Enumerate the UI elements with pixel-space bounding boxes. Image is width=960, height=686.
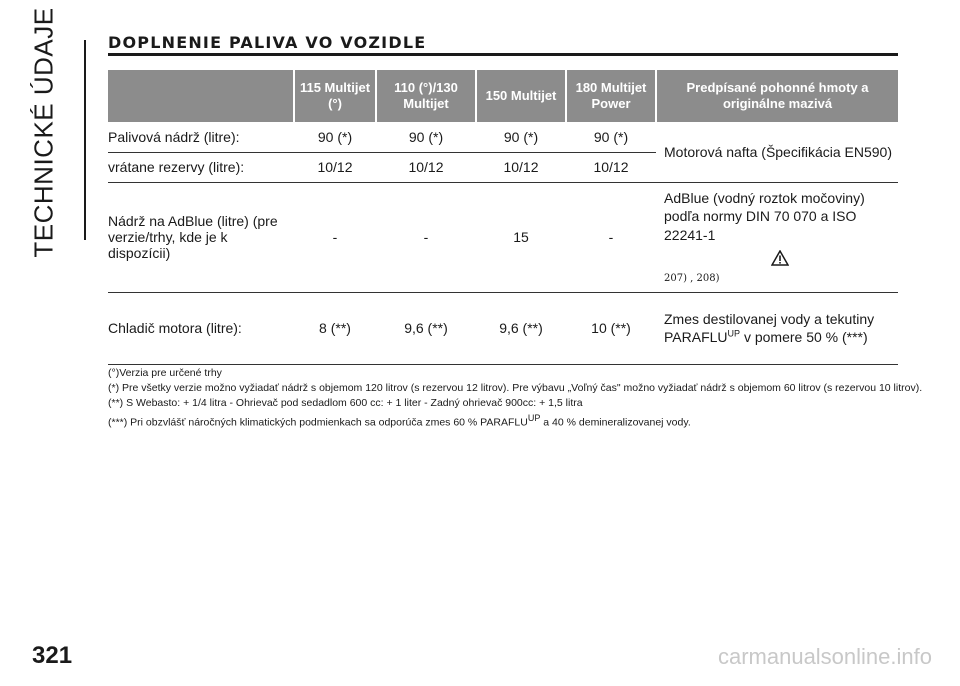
spec-adblue-refs: 207) , 208) <box>664 272 720 284</box>
cell-value: 10 (**) <box>591 320 631 336</box>
section-title-rule <box>84 40 86 240</box>
watermark: carmanualsonline.info <box>717 644 932 669</box>
row-label: Chladič motora (litre): <box>108 320 242 336</box>
section-title-vertical <box>18 6 70 258</box>
table-row <box>108 122 898 152</box>
cell-value: 10/12 <box>317 159 353 175</box>
footnote-webasto: (**) S Webasto: + 1/4 litra - Ohrievač pod sedadlom 600 cc: + 1 liter - Zadný ohrievač 900cc: + 1,5 litra <box>108 397 583 410</box>
cell-value: 90 (*) <box>503 128 539 145</box>
cell-value: - <box>608 229 614 245</box>
header-150-multijet: 150 Multijet <box>476 70 566 122</box>
cell-value: 9,6 (**) <box>499 320 543 336</box>
cell-value: 90 (*) <box>593 128 629 145</box>
cell-value: 10/12 <box>408 159 444 175</box>
footnote-climate-pre: (***) Pri obzvlášť náročných klimatických podmienkach sa odporúča zmes 60 % PARAFLU <box>108 416 528 429</box>
spec-coolant-post: v pomere 50 % (***) <box>743 329 868 345</box>
header-empty <box>108 70 294 122</box>
cell-value: 15 <box>513 229 529 245</box>
cell-value: 9,6 (**) <box>404 320 448 336</box>
cell-value: 10/12 <box>503 159 539 175</box>
footnote-climate <box>108 412 898 431</box>
page-number: 321 <box>32 642 73 669</box>
cell-value: 8 (**) <box>319 320 351 336</box>
spec-adblue-cell <box>656 182 898 292</box>
table-header-row <box>108 70 898 122</box>
warning-icon <box>771 250 789 266</box>
footnote-climate-sup: UP <box>527 412 541 423</box>
spec-coolant <box>656 292 898 364</box>
heading-rule <box>108 53 898 56</box>
row-label: Nádrž na AdBlue (litre) (pre verzie/trhy, kde je k dispozícii) <box>108 213 278 261</box>
footnote-market: (°)Verzia pre určené trhy <box>108 367 222 379</box>
cell-value: 90 (*) <box>408 128 444 145</box>
fuel-capacity-table <box>108 70 898 365</box>
row-label: Palivová nádrž (litre): <box>108 128 240 145</box>
section-title-text: TECHNICKÉ ÚDAJE <box>28 6 59 258</box>
cell-value: - <box>423 229 429 245</box>
header-180-multijet-power: 180 Multijet Power <box>566 70 656 122</box>
row-label: vrátane rezervy (litre): <box>108 159 245 175</box>
table-row <box>108 292 898 364</box>
footnotes <box>108 366 923 430</box>
page-heading: DOPLNENIE PALIVA VO VOZIDLE <box>108 33 427 52</box>
spec-fuel: Motorová nafta (Špecifikácia EN590) <box>656 122 898 182</box>
header-110-130-multijet: 110 (°)/130 Multijet <box>376 70 476 122</box>
footnote-climate-post: a 40 % demineralizovanej vody. <box>540 416 691 429</box>
header-fluids: Predpísané pohonné hmoty a originálne mazivá <box>656 70 898 122</box>
spec-coolant-pre: Zmes destilovanej vody a tekutiny PARAFLU <box>664 310 875 345</box>
footnote-tank: (*) Pre všetky verzie možno vyžiadať nádrž s objemom 120 litrov (s rezervou 12 litrov). Pre výbavu „Voľný čas" možno vyžiadať nádrž s objemom 60 litrov (s rezervou 10 litrov). <box>108 382 923 395</box>
table-row <box>108 182 898 292</box>
cell-value: - <box>332 229 338 245</box>
spec-coolant-sup: UP <box>727 328 741 339</box>
header-115-multijet: 115 Multijet (°) <box>294 70 376 122</box>
cell-value: 10/12 <box>593 159 629 175</box>
spec-adblue: AdBlue (vodný roztok močoviny) podľa normy DIN 70 070 a ISO 22241-1 <box>664 190 865 243</box>
cell-value: 90 (*) <box>317 128 353 145</box>
